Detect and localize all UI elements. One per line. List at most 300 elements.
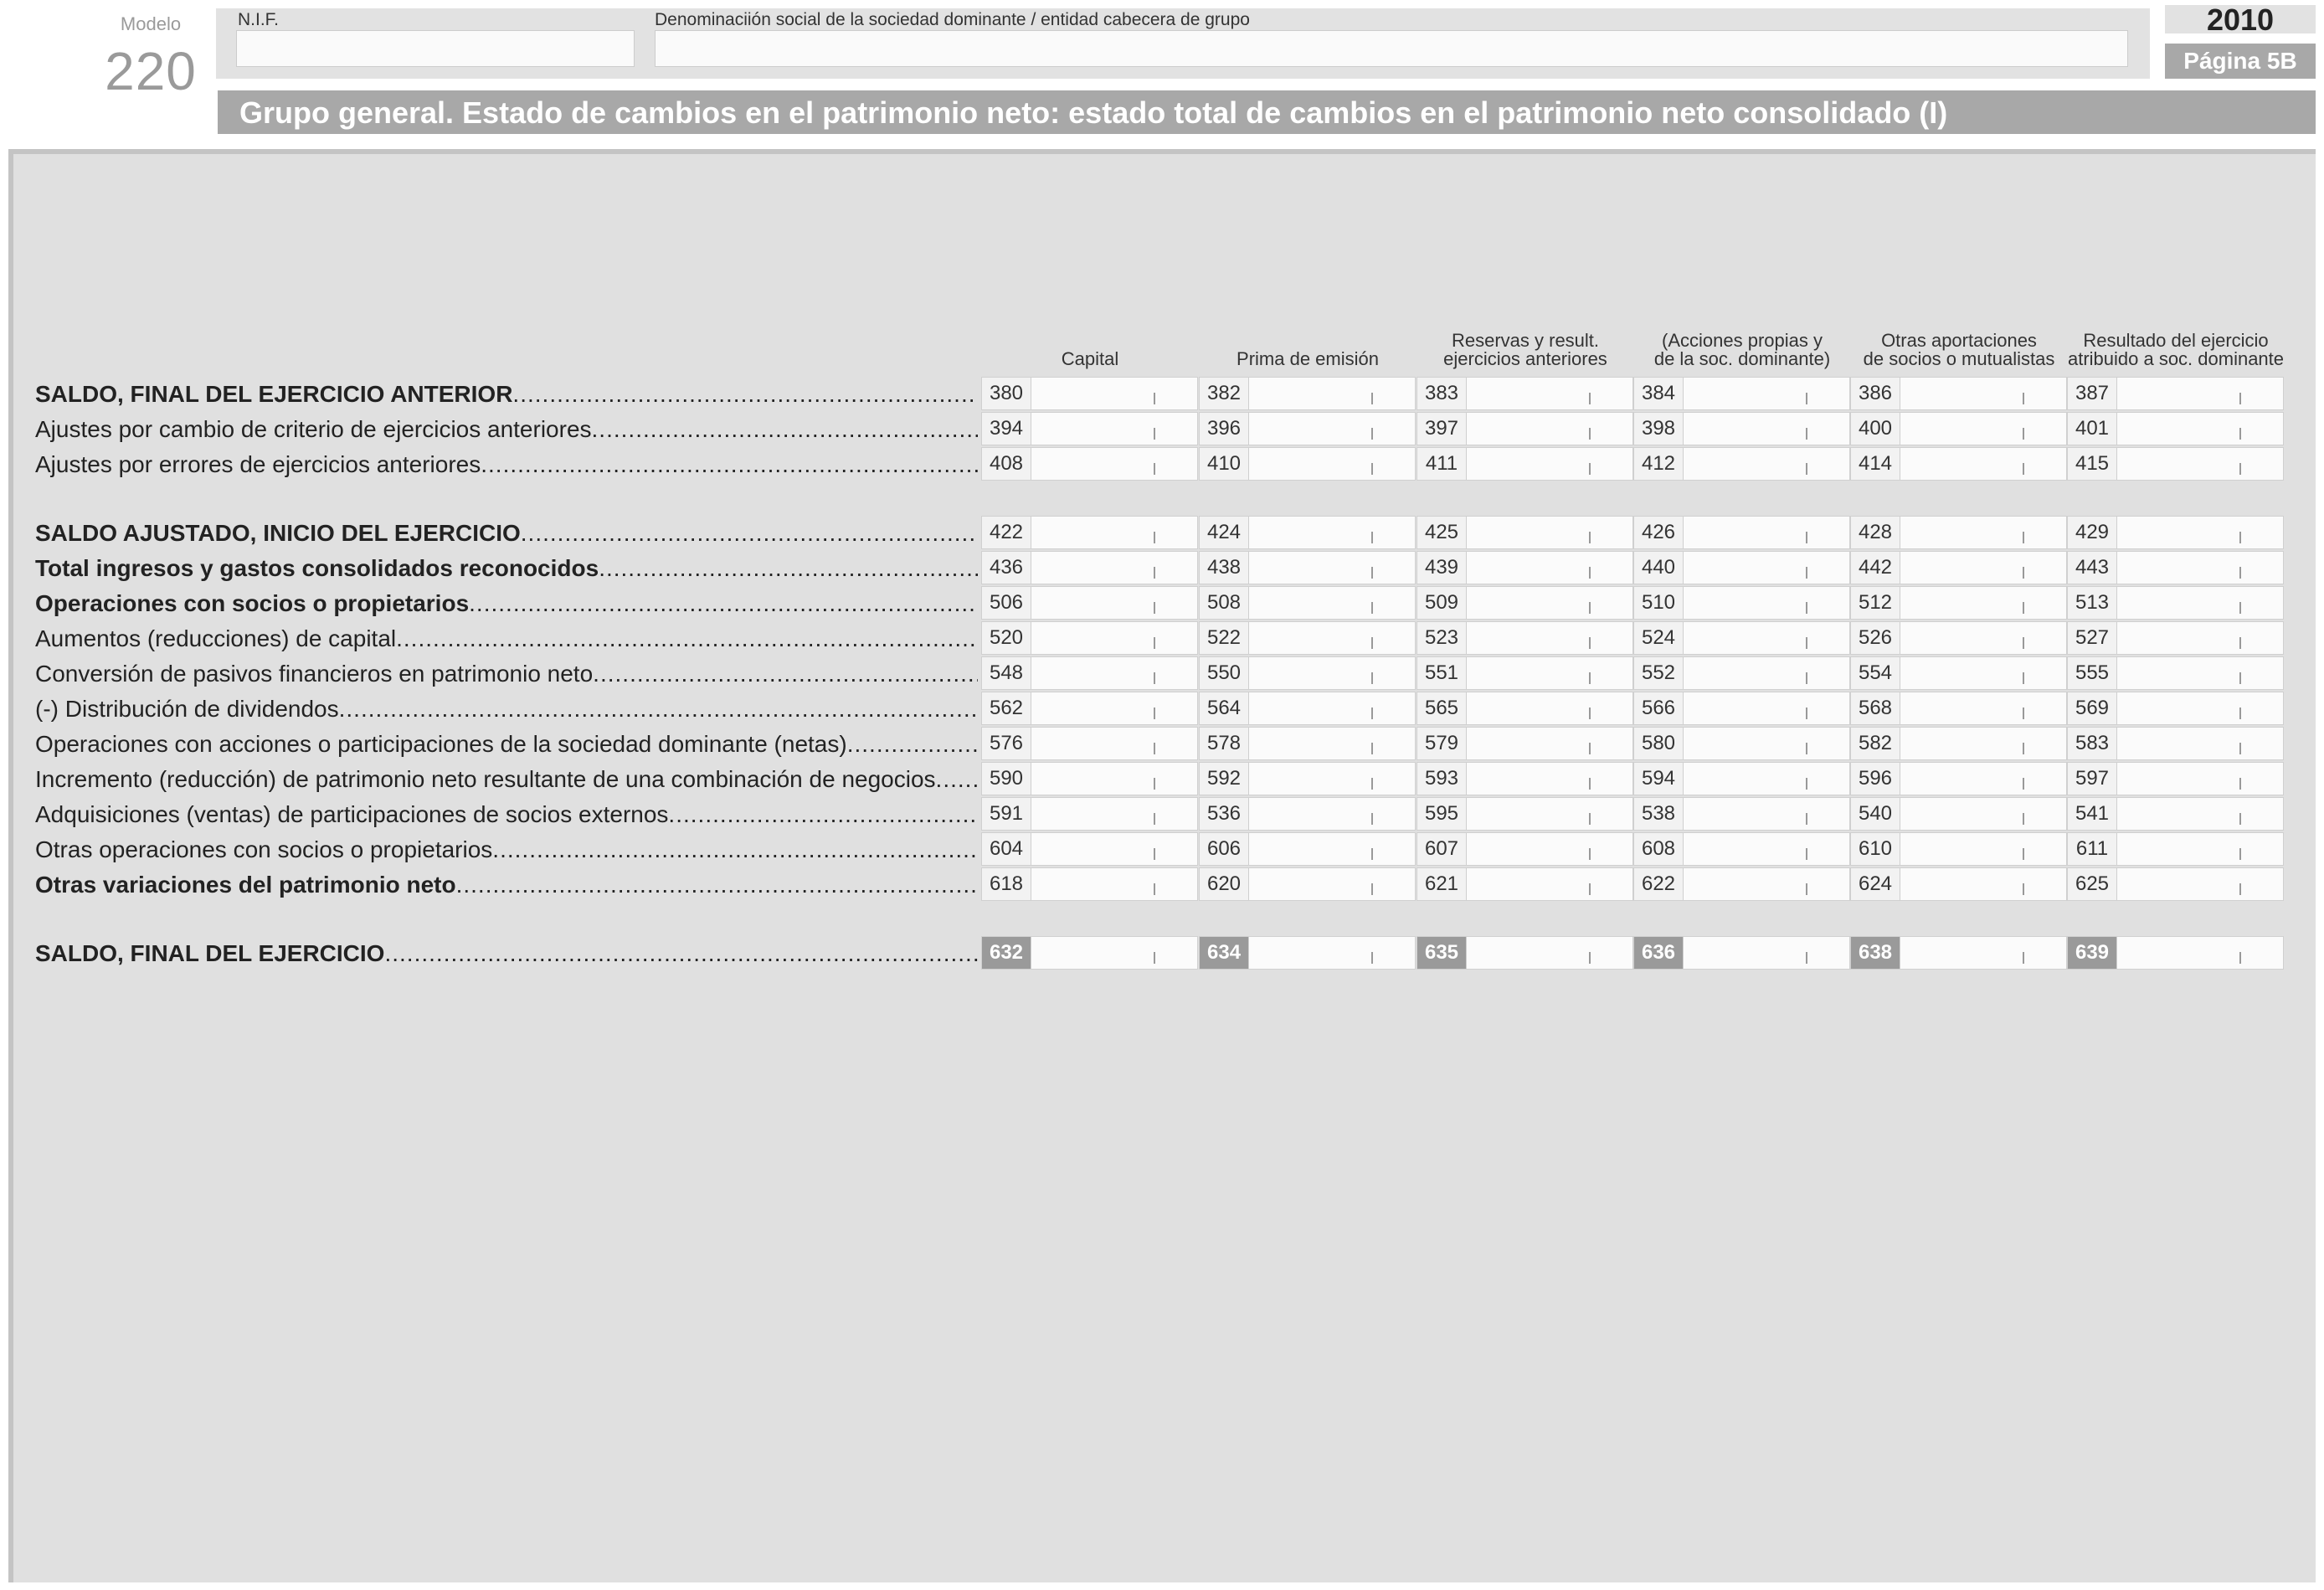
box-code: 620 (1200, 868, 1249, 900)
amount-input[interactable] (1901, 868, 2066, 900)
amount-input[interactable] (1250, 692, 1415, 724)
box-code: 551 (1417, 657, 1467, 689)
decimal-separator-mark (1589, 743, 1591, 754)
amount-cell[interactable] (2067, 797, 2284, 831)
box-code: 398 (1634, 413, 1684, 445)
row-label-text: Adquisiciones (ventas) de participaciones de socios externos (35, 802, 669, 827)
decimal-separator-mark (2239, 428, 2241, 440)
box-code: 526 (1851, 622, 1900, 654)
amount-cell[interactable] (1199, 516, 1416, 549)
amount-cell[interactable] (2067, 727, 2284, 760)
amount-input[interactable] (1032, 937, 1197, 969)
amount-cell[interactable] (1199, 621, 1416, 655)
dot-leader (593, 661, 978, 687)
decimal-separator-mark (1371, 393, 1373, 404)
amount-cell[interactable] (1199, 727, 1416, 760)
amount-cell[interactable] (2067, 377, 2284, 410)
modelo-label: Modelo (120, 13, 182, 34)
decimal-separator-mark (2023, 743, 2024, 754)
decimal-separator-mark (1154, 813, 1155, 825)
amount-cell[interactable] (981, 867, 1198, 901)
amount-input[interactable] (1901, 763, 2066, 795)
nif-input[interactable] (236, 30, 635, 67)
amount-input[interactable] (1901, 378, 2066, 409)
amount-cell[interactable] (1850, 656, 2067, 690)
amount-input[interactable] (2118, 692, 2283, 724)
box-code: 410 (1200, 448, 1249, 480)
column-header-line2: ejercicios anteriores (1443, 348, 1607, 369)
decimal-separator-mark (1371, 778, 1373, 790)
decimal-separator-mark (1154, 708, 1155, 719)
amount-input[interactable] (1032, 622, 1197, 654)
year-badge: 2010 (2165, 5, 2316, 33)
amount-cell[interactable] (1633, 727, 1850, 760)
amount-cell[interactable] (981, 832, 1198, 866)
amount-input[interactable] (1901, 657, 2066, 689)
column-header-line2: Capital (1061, 348, 1119, 369)
box-code: 580 (1634, 728, 1684, 759)
amount-cell[interactable] (1417, 867, 1633, 901)
amount-cell[interactable] (981, 516, 1198, 549)
column-header-line1: (Acciones propias y (1662, 330, 1823, 351)
amount-cell[interactable] (981, 727, 1198, 760)
amount-cell[interactable] (1850, 621, 2067, 655)
amount-cell[interactable] (2067, 936, 2284, 970)
box-code: 536 (1200, 798, 1249, 830)
decimal-separator-mark (2023, 952, 2024, 964)
amount-cell[interactable] (1850, 762, 2067, 795)
amount-input[interactable] (1468, 798, 1632, 830)
amount-cell[interactable] (1417, 586, 1633, 620)
section-title: Grupo general. Estado de cambios en el patrimonio neto: estado total de cambios en el patrimonio neto consolidado (I) (239, 95, 1948, 130)
amount-input[interactable] (2118, 517, 2283, 548)
amount-cell[interactable] (1417, 692, 1633, 725)
amount-input[interactable] (1250, 833, 1415, 865)
box-code: 513 (2068, 587, 2117, 619)
amount-input[interactable] (1468, 517, 1632, 548)
amount-cell[interactable] (1417, 762, 1633, 795)
decimal-separator-mark (2023, 428, 2024, 440)
amount-cell[interactable] (2067, 692, 2284, 725)
box-code: 635 (1417, 937, 1467, 969)
box-code: 400 (1851, 413, 1900, 445)
amount-input[interactable] (1250, 728, 1415, 759)
amount-input[interactable] (1250, 448, 1415, 480)
amount-input[interactable] (1032, 552, 1197, 584)
amount-input[interactable] (2118, 868, 2283, 900)
amount-input[interactable] (2118, 798, 2283, 830)
amount-cell[interactable] (2067, 447, 2284, 481)
amount-input[interactable] (1901, 413, 2066, 445)
amount-input[interactable] (1684, 552, 1849, 584)
amount-cell[interactable] (1199, 762, 1416, 795)
amount-cell[interactable] (981, 656, 1198, 690)
amount-cell[interactable] (1199, 447, 1416, 481)
amount-cell[interactable] (981, 586, 1198, 620)
decimal-separator-mark (1589, 567, 1591, 579)
amount-cell[interactable] (1850, 447, 2067, 481)
amount-cell[interactable] (1633, 936, 1850, 970)
amount-cell[interactable] (1850, 692, 2067, 725)
amount-cell[interactable] (1199, 586, 1416, 620)
amount-cell[interactable] (1199, 867, 1416, 901)
amount-cell[interactable] (2067, 621, 2284, 655)
amount-cell[interactable] (1850, 551, 2067, 584)
amount-cell[interactable] (1417, 551, 1633, 584)
amount-cell[interactable] (1417, 447, 1633, 481)
denominacion-input[interactable] (655, 30, 2128, 67)
amount-cell[interactable] (1199, 412, 1416, 445)
row-label (35, 556, 978, 581)
box-code: 440 (1634, 552, 1684, 584)
amount-cell[interactable] (1417, 377, 1633, 410)
decimal-separator-mark (1589, 428, 1591, 440)
amount-cell[interactable] (2067, 656, 2284, 690)
amount-cell[interactable] (1633, 516, 1850, 549)
column-header-line1: Resultado del ejercicio (2083, 330, 2269, 351)
amount-input[interactable] (1684, 868, 1849, 900)
amount-input[interactable] (1468, 728, 1632, 759)
decimal-separator-mark (1371, 428, 1373, 440)
amount-cell[interactable] (981, 936, 1198, 970)
amount-cell[interactable] (2067, 551, 2284, 584)
amount-input[interactable] (1468, 378, 1632, 409)
row-label (35, 382, 978, 407)
column-header-5 (1850, 328, 2068, 368)
decimal-separator-mark (1806, 393, 1807, 404)
amount-input[interactable] (1468, 448, 1632, 480)
box-code: 442 (1851, 552, 1900, 584)
amount-input[interactable] (2118, 448, 2283, 480)
box-code: 422 (982, 517, 1031, 548)
amount-cell[interactable] (981, 412, 1198, 445)
amount-cell[interactable] (1850, 516, 2067, 549)
amount-input[interactable] (1468, 868, 1632, 900)
amount-input[interactable] (1250, 517, 1415, 548)
decimal-separator-mark (1371, 463, 1373, 475)
box-code: 520 (982, 622, 1031, 654)
amount-input[interactable] (1684, 728, 1849, 759)
column-header-line2: atribuido a soc. dominante (2067, 348, 2285, 369)
amount-input[interactable] (2118, 763, 2283, 795)
dot-leader (456, 872, 978, 898)
box-code: 591 (982, 798, 1031, 830)
amount-cell[interactable] (1417, 656, 1633, 690)
amount-cell[interactable] (1417, 797, 1633, 831)
modelo-number: 220 (105, 41, 197, 101)
box-code: 380 (982, 378, 1031, 409)
amount-cell[interactable] (1417, 936, 1633, 970)
decimal-separator-mark (1806, 532, 1807, 543)
box-code: 552 (1634, 657, 1684, 689)
amount-input[interactable] (1901, 448, 2066, 480)
decimal-separator-mark (1154, 743, 1155, 754)
amount-input[interactable] (1250, 552, 1415, 584)
decimal-separator-mark (1806, 428, 1807, 440)
amount-input[interactable] (1250, 622, 1415, 654)
box-code: 632 (982, 937, 1031, 969)
box-code: 555 (2068, 657, 2117, 689)
column-header-2 (1199, 328, 1417, 368)
amount-input[interactable] (1468, 692, 1632, 724)
decimal-separator-mark (1154, 567, 1155, 579)
amount-cell[interactable] (1633, 867, 1850, 901)
amount-cell[interactable] (1633, 551, 1850, 584)
decimal-separator-mark (2239, 672, 2241, 684)
amount-input[interactable] (1468, 622, 1632, 654)
row-label-text: Aumentos (reducciones) de capital (35, 626, 397, 651)
box-code: 636 (1634, 937, 1684, 969)
amount-cell[interactable] (1417, 621, 1633, 655)
dot-leader (481, 452, 978, 477)
amount-input[interactable] (1250, 937, 1415, 969)
amount-input[interactable] (1468, 552, 1632, 584)
decimal-separator-mark (1371, 848, 1373, 860)
amount-cell[interactable] (1199, 656, 1416, 690)
amount-cell[interactable] (1850, 586, 2067, 620)
amount-cell[interactable] (981, 692, 1198, 725)
amount-cell[interactable] (981, 762, 1198, 795)
decimal-separator-mark (2239, 708, 2241, 719)
box-code: 597 (2068, 763, 2117, 795)
amount-input[interactable] (1684, 622, 1849, 654)
box-code: 579 (1417, 728, 1467, 759)
amount-cell[interactable] (1417, 727, 1633, 760)
amount-cell[interactable] (1633, 377, 1850, 410)
amount-input[interactable] (1684, 657, 1849, 689)
amount-input[interactable] (1032, 517, 1197, 548)
dot-leader (592, 417, 978, 442)
amount-cell[interactable] (1850, 832, 2067, 866)
amount-cell[interactable] (1633, 797, 1850, 831)
box-code: 639 (2068, 937, 2117, 969)
amount-cell[interactable] (1417, 516, 1633, 549)
identification-panel (216, 8, 2150, 79)
amount-input[interactable] (1684, 378, 1849, 409)
box-code: 394 (982, 413, 1031, 445)
amount-input[interactable] (1468, 937, 1632, 969)
box-code: 566 (1634, 692, 1684, 724)
amount-input[interactable] (1901, 517, 2066, 548)
decimal-separator-mark (2023, 813, 2024, 825)
amount-input[interactable] (1250, 798, 1415, 830)
amount-input[interactable] (1250, 657, 1415, 689)
row-label-text: Ajustes por cambio de criterio de ejercicios anteriores (35, 417, 592, 442)
column-header-3 (1417, 328, 1634, 368)
box-code: 608 (1634, 833, 1684, 865)
amount-cell[interactable] (1633, 412, 1850, 445)
amount-cell[interactable] (2067, 832, 2284, 866)
amount-cell[interactable] (1633, 762, 1850, 795)
amount-input[interactable] (1032, 657, 1197, 689)
amount-cell[interactable] (1199, 832, 1416, 866)
decimal-separator-mark (1154, 393, 1155, 404)
amount-input[interactable] (1032, 763, 1197, 795)
box-code: 554 (1851, 657, 1900, 689)
amount-input[interactable] (1901, 798, 2066, 830)
decimal-separator-mark (1806, 708, 1807, 719)
amount-input[interactable] (1684, 587, 1849, 619)
amount-input[interactable] (2118, 587, 2283, 619)
amount-cell[interactable] (1199, 936, 1416, 970)
amount-cell[interactable] (1850, 797, 2067, 831)
amount-cell[interactable] (1199, 377, 1416, 410)
amount-input[interactable] (1684, 798, 1849, 830)
amount-cell[interactable] (981, 621, 1198, 655)
amount-input[interactable] (1684, 517, 1849, 548)
box-code: 569 (2068, 692, 2117, 724)
decimal-separator-mark (1371, 708, 1373, 719)
amount-input[interactable] (2118, 378, 2283, 409)
amount-cell[interactable] (1633, 656, 1850, 690)
decimal-separator-mark (1589, 952, 1591, 964)
box-code: 425 (1417, 517, 1467, 548)
amount-input[interactable] (1250, 378, 1415, 409)
amount-input[interactable] (2118, 552, 2283, 584)
decimal-separator-mark (1589, 778, 1591, 790)
amount-cell[interactable] (1850, 727, 2067, 760)
amount-input[interactable] (2118, 413, 2283, 445)
amount-cell[interactable] (1850, 936, 2067, 970)
amount-cell[interactable] (1417, 832, 1633, 866)
amount-cell[interactable] (2067, 762, 2284, 795)
amount-input[interactable] (1250, 763, 1415, 795)
amount-input[interactable] (1250, 587, 1415, 619)
amount-input[interactable] (1468, 587, 1632, 619)
amount-input[interactable] (1250, 413, 1415, 445)
amount-cell[interactable] (981, 551, 1198, 584)
amount-input[interactable] (1032, 413, 1197, 445)
decimal-separator-mark (2023, 463, 2024, 475)
amount-input[interactable] (1684, 448, 1849, 480)
amount-input[interactable] (1032, 728, 1197, 759)
box-code: 618 (982, 868, 1031, 900)
amount-cell[interactable] (2067, 867, 2284, 901)
dot-leader (521, 521, 978, 546)
decimal-separator-mark (1371, 743, 1373, 754)
amount-cell[interactable] (2067, 412, 2284, 445)
decimal-separator-mark (1589, 463, 1591, 475)
amount-input[interactable] (1032, 692, 1197, 724)
amount-cell[interactable] (2067, 516, 2284, 549)
decimal-separator-mark (1806, 813, 1807, 825)
dot-leader (492, 837, 978, 862)
amount-cell[interactable] (1633, 832, 1850, 866)
dot-leader (339, 697, 978, 722)
amount-input[interactable] (1684, 692, 1849, 724)
amount-input[interactable] (1032, 798, 1197, 830)
amount-cell[interactable] (2067, 586, 2284, 620)
amount-cell[interactable] (1199, 692, 1416, 725)
box-code: 523 (1417, 622, 1467, 654)
amount-input[interactable] (2118, 622, 2283, 654)
amount-cell[interactable] (1633, 447, 1850, 481)
box-code: 438 (1200, 552, 1249, 584)
amount-input[interactable] (1901, 728, 2066, 759)
amount-input[interactable] (1032, 587, 1197, 619)
box-code: 624 (1851, 868, 1900, 900)
decimal-separator-mark (1154, 637, 1155, 649)
amount-input[interactable] (1468, 657, 1632, 689)
amount-input[interactable] (1032, 378, 1197, 409)
decimal-separator-mark (2239, 952, 2241, 964)
amount-input[interactable] (1250, 868, 1415, 900)
box-code: 565 (1417, 692, 1467, 724)
amount-input[interactable] (1901, 937, 2066, 969)
amount-input[interactable] (1684, 833, 1849, 865)
amount-cell[interactable] (1633, 692, 1850, 725)
decimal-separator-mark (2023, 393, 2024, 404)
box-code: 411 (1417, 448, 1467, 480)
decimal-separator-mark (2023, 848, 2024, 860)
box-code: 611 (2068, 833, 2117, 865)
box-code: 506 (982, 587, 1031, 619)
amount-cell[interactable] (1633, 621, 1850, 655)
amount-input[interactable] (2118, 728, 2283, 759)
page-badge: Página 5B (2165, 44, 2316, 79)
amount-input[interactable] (1032, 833, 1197, 865)
amount-input[interactable] (1032, 868, 1197, 900)
amount-cell[interactable] (1850, 377, 2067, 410)
amount-input[interactable] (2118, 833, 2283, 865)
amount-cell[interactable] (1417, 412, 1633, 445)
amount-input[interactable] (1901, 552, 2066, 584)
amount-cell[interactable] (1199, 797, 1416, 831)
amount-cell[interactable] (981, 797, 1198, 831)
box-code: 509 (1417, 587, 1467, 619)
decimal-separator-mark (2239, 778, 2241, 790)
amount-input[interactable] (1684, 413, 1849, 445)
column-header-line2: Prima de emisión (1237, 348, 1379, 369)
box-code: 592 (1200, 763, 1249, 795)
nif-label: N.I.F. (238, 10, 280, 29)
amount-input[interactable] (1684, 763, 1849, 795)
amount-input[interactable] (1901, 833, 2066, 865)
decimal-separator-mark (1154, 602, 1155, 614)
row-label-text: Otras operaciones con socios o propietarios (35, 837, 493, 862)
amount-input[interactable] (1468, 763, 1632, 795)
decimal-separator-mark (2023, 672, 2024, 684)
amount-input[interactable] (1468, 833, 1632, 865)
amount-input[interactable] (1901, 622, 2066, 654)
decimal-separator-mark (1371, 813, 1373, 825)
column-header-line2: de socios o mutualistas (1863, 348, 2055, 369)
box-code: 510 (1634, 587, 1684, 619)
amount-input[interactable] (1901, 692, 2066, 724)
box-code: 583 (2068, 728, 2117, 759)
box-code: 415 (2068, 448, 2117, 480)
amount-input[interactable] (1901, 587, 2066, 619)
box-code: 568 (1851, 692, 1900, 724)
amount-input[interactable] (2118, 937, 2283, 969)
amount-cell[interactable] (1199, 551, 1416, 584)
amount-cell[interactable] (981, 377, 1198, 410)
amount-input[interactable] (1032, 448, 1197, 480)
amount-input[interactable] (1468, 413, 1632, 445)
box-code: 541 (2068, 798, 2117, 830)
box-code: 384 (1634, 378, 1684, 409)
amount-cell[interactable] (1633, 586, 1850, 620)
decimal-separator-mark (1589, 883, 1591, 895)
amount-cell[interactable] (981, 447, 1198, 481)
amount-cell[interactable] (1850, 412, 2067, 445)
amount-input[interactable] (1684, 937, 1849, 969)
decimal-separator-mark (2239, 393, 2241, 404)
amount-cell[interactable] (1850, 867, 2067, 901)
box-code: 439 (1417, 552, 1467, 584)
amount-input[interactable] (2118, 657, 2283, 689)
decimal-separator-mark (2023, 708, 2024, 719)
